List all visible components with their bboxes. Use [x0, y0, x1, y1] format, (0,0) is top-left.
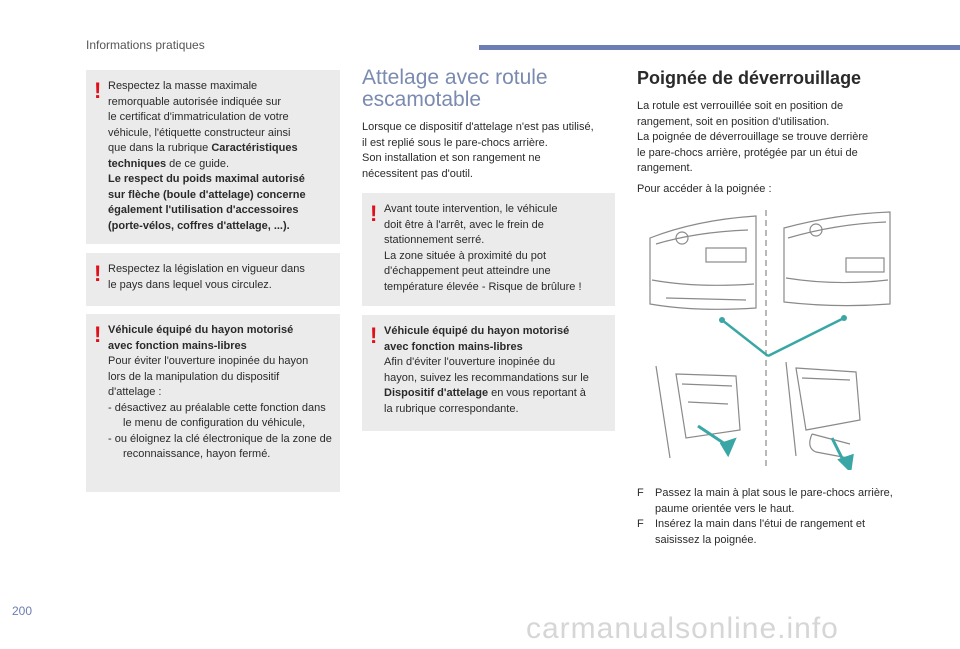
text-line: la rubrique correspondante. [384, 402, 519, 415]
access-label: Pour accéder à la poignée : [637, 183, 772, 195]
handle-access-illustration [636, 208, 900, 470]
warning-box-towing-mass [86, 70, 340, 244]
watermark: carmanualsonline.info [526, 612, 839, 645]
text-line: d'attelage : [108, 386, 162, 398]
arrow-bullet-icon: F [637, 518, 644, 530]
warning-icon: ! [94, 78, 102, 103]
list-item: - désactivez au préalable cette fonction dans le menu de configuration du véhicule, [108, 401, 326, 429]
warning-box-tailgate-coupling [362, 315, 615, 431]
text-line: le pare-chocs arrière, protégée par un étui de [637, 146, 858, 159]
text-line: rangement. [637, 162, 693, 174]
step-text: Passez la main à plat sous le pare-chocs arrière, paume orientée vers le haut. [655, 487, 893, 515]
text-line: doit être à l'arrêt, avec le frein de [384, 218, 544, 231]
text-line: La zone située à proximité du pot [384, 249, 547, 262]
arrow-bullet-icon: F [637, 487, 644, 499]
text-line: Son installation et son rangement ne [362, 152, 541, 164]
text-line: température élevée - Risque de brûlure ! [384, 280, 582, 293]
warning-box-legislation [86, 253, 340, 306]
text-line: que dans la rubrique [108, 142, 212, 154]
page-number: 200 [12, 604, 33, 618]
text-line: Respectez la masse maximale [108, 80, 258, 92]
intro-paragraph [362, 120, 622, 182]
bold-term: Dispositif d'attelage [384, 387, 489, 399]
warning-box-intervention [362, 193, 615, 306]
step-item [637, 517, 897, 548]
section-title [362, 67, 548, 111]
bold-line: Le respect du poids maximal autorisé [108, 173, 305, 185]
text-line: Afin d'éviter l'ouverture inopinée du [384, 356, 556, 368]
bold-line: sur flèche (boule d'attelage) concerne [108, 188, 306, 201]
warning-box-tailgate [86, 314, 340, 492]
text-line: Respectez la législation en vigueur dans [108, 263, 305, 275]
text-line: Pour éviter l'ouverture inopinée du hayon [108, 355, 309, 367]
text-line: il est replié sous le pare-chocs arrière. [362, 136, 548, 149]
bold-line: également l'utilisation d'accessoires [108, 204, 299, 216]
text-line: véhicule, l'étiquette constructeur ainsi [108, 126, 291, 139]
warning-icon: ! [370, 323, 378, 348]
text-line: Avant toute intervention, le véhicule [384, 203, 558, 215]
step-text: Insérez la main dans l'étui de rangement et saisissez la poignée. [655, 518, 865, 546]
text-line: stationnement serré. [384, 234, 485, 246]
text-line: le pays dans lequel vous circulez. [108, 278, 272, 291]
text-line: en vous reportant à [488, 387, 586, 399]
section-title-handle: Poignée de déverrouillage [637, 68, 862, 88]
bold-line: (porte-vélos, coffres d'attelage, ...). [108, 219, 290, 232]
list-item: - ou éloignez la clé électronique de la zone de reconnaissance, hayon fermé. [108, 432, 332, 460]
title-line: Attelage avec rotule [362, 66, 548, 89]
step-item [637, 486, 897, 517]
warning-icon: ! [94, 261, 102, 286]
text-line: le certificat d'immatriculation de votre [108, 111, 289, 123]
text-line: hayon, suivez les recommandations sur le [384, 371, 589, 384]
header-accent-bar [479, 45, 960, 50]
bold-line: Véhicule équipé du hayon motorisé [108, 324, 294, 336]
text-line: Lorsque ce dispositif d'attelage n'est pas utilisé, [362, 121, 594, 133]
title-line: escamotable [362, 88, 482, 111]
text-line: La rotule est verrouillée soit en position de [637, 100, 844, 112]
text-line: remorquable autorisée indiquée sur [108, 95, 282, 108]
text-line: rangement, soit en position d'utilisation. [637, 115, 830, 128]
text-line: lors de la manipulation du dispositif [108, 370, 280, 383]
bold-term: Caractéristiques [211, 142, 298, 154]
handle-paragraph [637, 99, 907, 177]
text-line: La poignée de déverrouillage se trouve derrière [637, 131, 869, 143]
warning-icon: ! [94, 322, 102, 347]
text-line: nécessitent pas d'outil. [362, 167, 473, 180]
text-line: d'échappement peut atteindre une [384, 265, 551, 277]
warning-icon: ! [370, 201, 378, 226]
header-section-title: Informations pratiques [86, 38, 205, 52]
steps-list [637, 486, 897, 548]
text-line: de ce guide. [166, 157, 230, 170]
bold-line: avec fonction mains-libres [108, 339, 247, 352]
bold-term: techniques [108, 157, 167, 170]
bold-line: Véhicule équipé du hayon motorisé [384, 325, 570, 337]
bold-line: avec fonction mains-libres [384, 340, 523, 353]
